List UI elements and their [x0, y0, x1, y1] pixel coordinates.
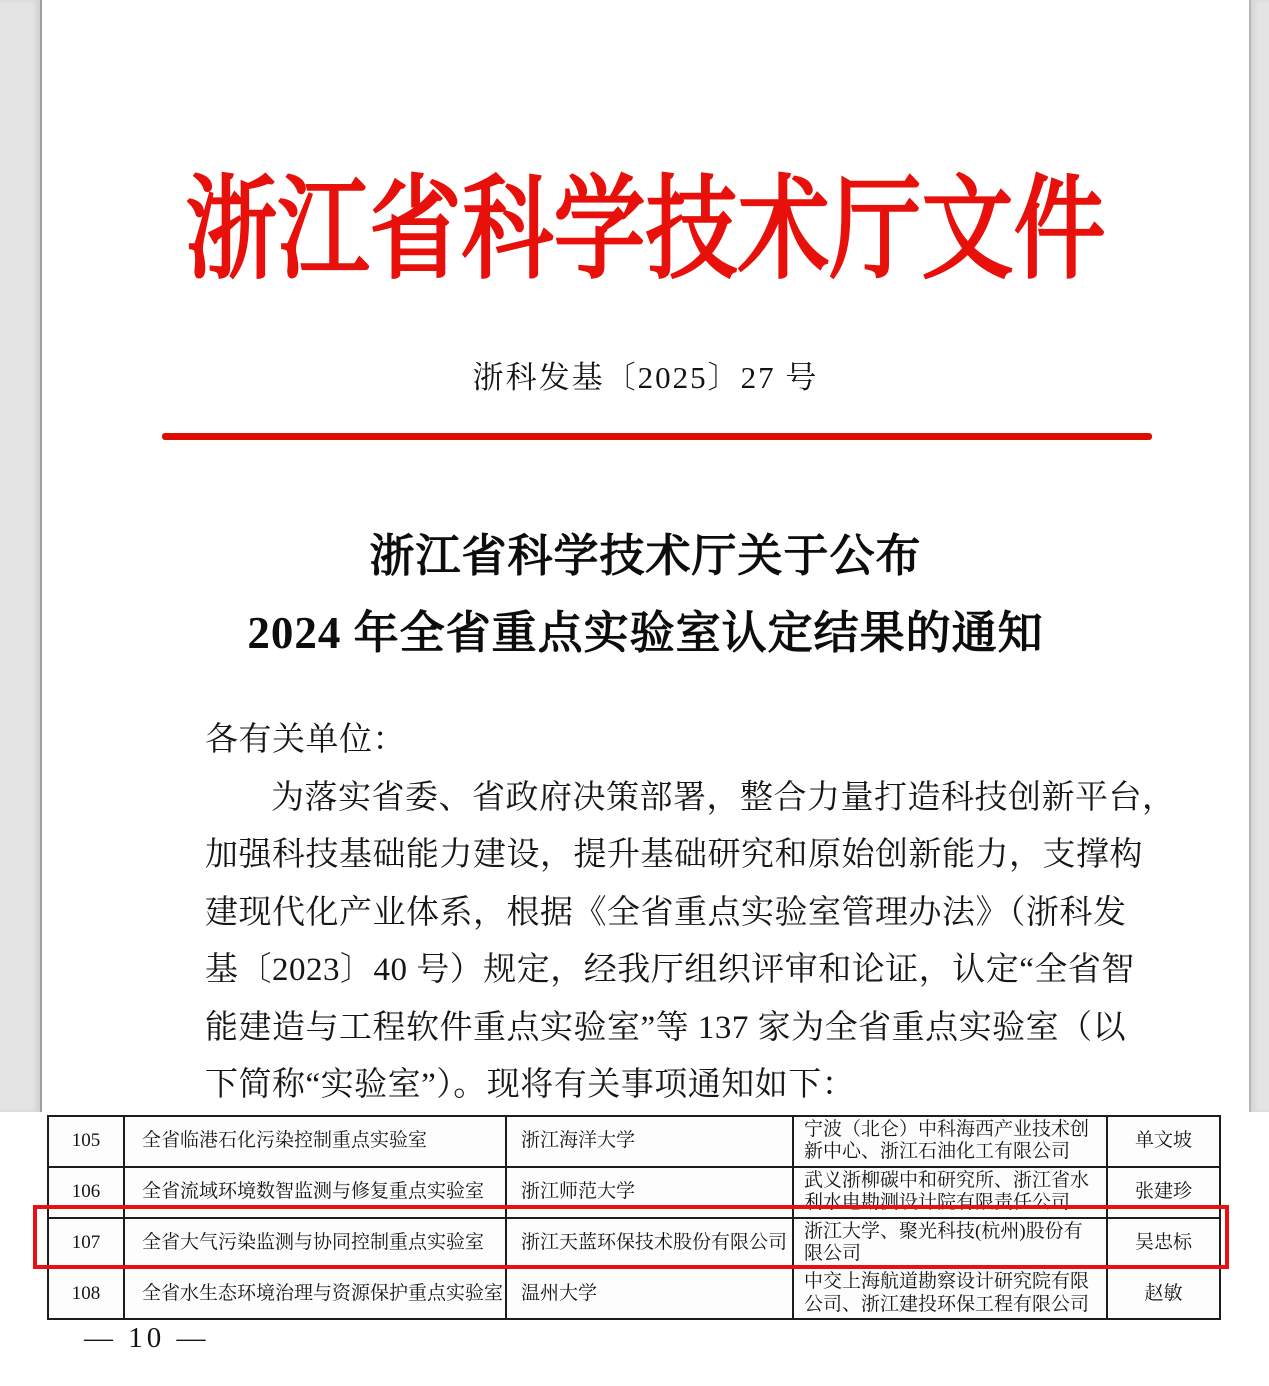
cell-partner-units: 中交上海航道勘察设计研究院有限公司、浙江建投环保工程有限公司 — [793, 1268, 1107, 1319]
cell-host-unit: 温州大学 — [506, 1268, 793, 1319]
cell-no: 106 — [48, 1167, 124, 1218]
results-table — [47, 1115, 1221, 1320]
table-row — [48, 1268, 1220, 1319]
cell-no: 107 — [48, 1218, 124, 1269]
body-line: 加强科技基础能力建设，提升基础研究和原始创新能力，支撑构 — [205, 837, 1143, 873]
cell-lab-name: 全省临港石化污染控制重点实验室 — [124, 1116, 506, 1167]
cell-director: 吴忠标 — [1107, 1218, 1220, 1269]
notice-title-line2: 2024 年全省重点实验室认定结果的通知 — [247, 608, 1044, 658]
cell-host-unit: 浙江天蓝环保技术股份有限公司 — [506, 1218, 793, 1269]
table-row-highlighted — [48, 1218, 1220, 1269]
notice-title — [42, 518, 1249, 672]
cell-partner-units: 宁波（北仑）中科海西产业技术创新中心、浙江石油化工有限公司 — [793, 1116, 1107, 1167]
body-line: 能建造与工程软件重点实验室”等 137 家为全省重点实验室（以 — [205, 1009, 1127, 1046]
red-divider-rule — [162, 433, 1152, 440]
cell-director: 张建珍 — [1107, 1167, 1220, 1218]
cell-director: 赵敏 — [1107, 1268, 1220, 1319]
cell-no: 108 — [48, 1268, 124, 1319]
salutation: 各有关单位： — [205, 722, 406, 758]
body-line: 基〔2023〕40 号）规定，经我厅组织评审和论证，认定“全省智 — [205, 952, 1135, 988]
scan-margin-right — [1249, 0, 1269, 1112]
notice-title-line1: 浙江省科学技术厅关于公布 — [369, 531, 922, 581]
cell-director: 单文坡 — [1107, 1116, 1220, 1167]
cell-no: 105 — [48, 1116, 124, 1167]
body-line: 建现代化产业体系，根据《全省重点实验室管理办法》（浙科发 — [205, 894, 1127, 931]
cell-lab-name: 全省流域环境数智监测与修复重点实验室 — [124, 1167, 506, 1218]
body-line: 下简称“实验室”）。现将有关事项通知如下： — [205, 1067, 856, 1103]
cell-lab-name: 全省水生态环境治理与资源保护重点实验室 — [124, 1268, 506, 1319]
document-number: 浙科发基〔2025〕27 号 — [472, 360, 819, 395]
table-row — [48, 1116, 1220, 1167]
scan-margin-left — [0, 0, 42, 1112]
cell-partner-units: 武义浙柳碳中和研究所、浙江省水利水电勘测设计院有限责任公司 — [793, 1167, 1107, 1218]
cell-partner-units: 浙江大学、聚光科技(杭州)股份有限公司 — [793, 1218, 1107, 1269]
body-line: 为落实省委、省政府决策部署，整合力量打造科技创新平台， — [271, 779, 1176, 816]
body-text — [205, 712, 1176, 1115]
table-row — [48, 1167, 1220, 1218]
cell-lab-name: 全省大气污染监测与协同控制重点实验室 — [124, 1218, 506, 1269]
letterhead-title: 浙江省科学技术厅文件 — [185, 168, 1106, 293]
cell-host-unit: 浙江师范大学 — [506, 1167, 793, 1218]
cell-host-unit: 浙江海洋大学 — [506, 1116, 793, 1167]
page-number: — 10 — — [84, 1322, 210, 1354]
